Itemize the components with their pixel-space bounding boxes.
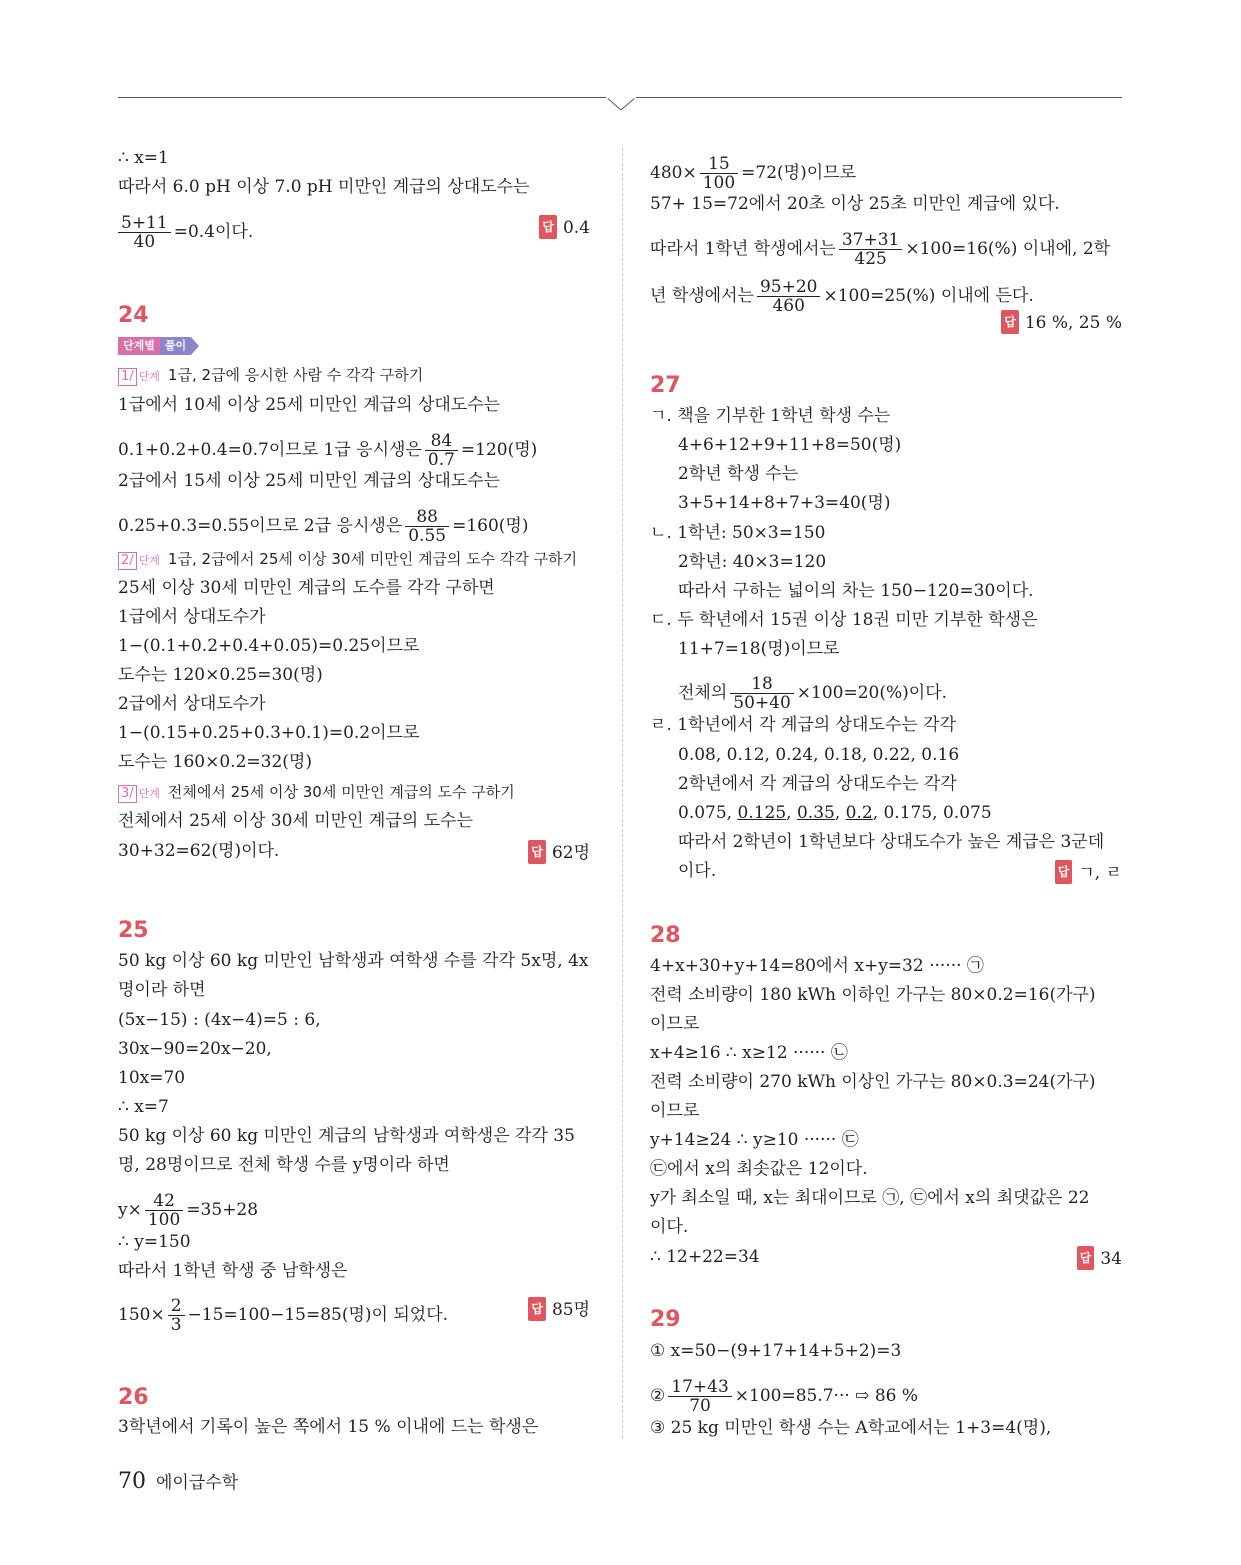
text-line: ② $\frac{17+43}{70}$ ×100=85.7··· ⇨ 86 % xyxy=(650,1377,919,1416)
step-heading: 2/ 단계 1급, 2급에서 25세 이상 30세 미만인 계급의 도수 각각 구하기 xyxy=(118,548,577,572)
text-line: 150× $\frac{2}{3}$ −15=100−15=85(명)이 되었다. xyxy=(118,1296,449,1335)
text-line: 명, 28명이므로 전체 학생 수를 y명이라 하면 xyxy=(118,1155,450,1175)
text-line: 50 kg 이상 60 kg 미만인 계급의 남학생과 여학생은 각각 35 xyxy=(118,1126,575,1146)
text-line: y+14≥24 ∴ y≥10 ······ ㉢ xyxy=(650,1130,859,1150)
fraction: $\frac{42}{100}$ xyxy=(145,1192,183,1229)
text-line: 0.25+0.3=0.55이므로 2급 응시생은 $\frac{88}{0.55}$ =160(명) xyxy=(118,507,529,546)
fraction: $\frac{37+31}{425}$ xyxy=(839,231,903,268)
text-line: 따라서 2학년이 1학년보다 상대도수가 높은 계급은 3군데 xyxy=(678,832,1105,852)
text-line: 10x=70 xyxy=(118,1068,186,1088)
page-number: 70 xyxy=(118,1469,146,1494)
problem-number: 26 xyxy=(118,1385,149,1410)
text-line: 2학년 학생 수는 xyxy=(678,464,799,484)
answer-mark: 답 85명 xyxy=(528,1297,590,1321)
problem-number: 25 xyxy=(118,918,149,943)
text-line: ∴ y=150 xyxy=(118,1232,191,1252)
text-line: 따라서 구하는 넓이의 차는 150−120=30이다. xyxy=(678,581,1034,601)
answer-mark: 답 ㄱ, ㄹ xyxy=(1055,860,1122,884)
column-divider xyxy=(622,148,623,1438)
text-line: 따라서 6.0 pH 이상 7.0 pH 미만인 계급의 상대도수는 xyxy=(118,177,530,197)
problem-number: 27 xyxy=(650,373,681,398)
text-line: 1−(0.15+0.25+0.3+0.1)=0.2이므로 xyxy=(118,723,420,743)
text-line: ① x=50−(9+17+14+5+2)=3 xyxy=(650,1341,902,1361)
fraction: $\frac{18}{50+40}$ xyxy=(730,675,794,712)
answer-mark: 답 34 xyxy=(1077,1246,1122,1270)
top-notch-decoration xyxy=(606,97,636,111)
text-line: 전력 소비량이 180 kWh 이하인 가구는 80×0.2=16(가구) xyxy=(650,985,1096,1005)
text-line: 0.075, 0.125, 0.35, 0.2, 0.175, 0.075 xyxy=(678,803,992,823)
fraction: $\frac{95+20}{460}$ xyxy=(757,278,821,315)
text-line: (5x−15) : (4x−4)=5 : 6, xyxy=(118,1010,321,1030)
text-line: 2학년에서 각 계급의 상대도수는 각각 xyxy=(678,774,957,794)
text-line: x+4≥16 ∴ x≥12 ······ ㉡ xyxy=(650,1043,848,1063)
text-line: ∴ x=1 xyxy=(118,148,169,168)
text-line: 25세 이상 30세 미만인 계급의 도수를 각각 구하면 xyxy=(118,578,495,598)
text-line: ∴ 12+22=34 xyxy=(650,1247,760,1267)
step-solution-badge: 단계별 풀이 xyxy=(118,337,199,355)
text-line: 도수는 160×0.2=32(명) xyxy=(118,752,312,772)
fraction: $\frac{17+43}{70}$ xyxy=(668,1378,732,1415)
answer-mark: 답 62명 xyxy=(528,840,590,864)
text-line: 전체의 $\frac{18}{50+40}$ ×100=20(%)이다. xyxy=(678,674,948,713)
text-line: 년 학생에서는 $\frac{95+20}{460}$ ×100=25(%) 이내에 든다. xyxy=(650,277,1034,316)
text-line: 따라서 1학년 학생에서는 $\frac{37+31}{425}$ ×100=16(%) 이내에, 2학 xyxy=(650,230,1111,269)
text-line: ③ 25 kg 미만인 학생 수는 A학교에서는 1+3=4(명), xyxy=(650,1418,1052,1438)
problem-number: 28 xyxy=(650,923,681,948)
text-line: 480× $\frac{15}{100}$ =72(명)이므로 xyxy=(650,154,856,193)
text-line: 11+7=18(명)이므로 xyxy=(678,639,840,659)
book-title: 에이급수학 xyxy=(156,1473,239,1493)
text-line: ㄷ. 두 학년에서 15권 이상 18권 미만 기부한 학생은 xyxy=(650,610,1038,630)
text-line: 57+ 15=72에서 20초 이상 25초 미만인 계급에 있다. xyxy=(650,194,1060,214)
step-heading: 3/ 단계 전체에서 25세 이상 30세 미만인 계급의 도수 구하기 xyxy=(118,781,515,805)
text-line: 4+x+30+y+14=80에서 x+y=32 ······ ㉠ xyxy=(650,956,984,976)
text-line: 0.1+0.2+0.4=0.7이므로 1급 응시생은 $\frac{84}{0.7}$ =120(명) xyxy=(118,431,538,470)
text-line: 3+5+14+8+7+3=40(명) xyxy=(678,493,891,513)
fraction: $\frac{5+11}{40}$ xyxy=(118,214,171,251)
text-line: 50 kg 이상 60 kg 미만인 남학생과 여학생 수를 각각 5x명, 4x xyxy=(118,951,589,971)
text-line: 1급에서 상대도수가 xyxy=(118,607,266,627)
text-line: 3학년에서 기록이 높은 쪽에서 15 % 이내에 드는 학생은 xyxy=(118,1417,539,1437)
answer-mark: 답 16 %, 25 % xyxy=(1001,310,1122,334)
text-line: 2학년: 40×3=120 xyxy=(678,552,827,572)
problem-number: 24 xyxy=(118,303,149,328)
answer-mark: 답 0.4 xyxy=(539,215,590,239)
fraction: $\frac{88}{0.55}$ xyxy=(405,508,449,545)
text-line: 4+6+12+9+11+8=50(명) xyxy=(678,435,902,455)
text-line: 전력 소비량이 270 kWh 이상인 가구는 80×0.3=24(가구) xyxy=(650,1072,1096,1092)
text-line: y가 최소일 때, x는 최대이므로 ㉠, ㉢에서 x의 최댓값은 22 xyxy=(650,1188,1090,1208)
fraction: $\frac{2}{3}$ xyxy=(168,1297,185,1334)
text-line: ㉢에서 x의 최솟값은 12이다. xyxy=(650,1159,868,1179)
text-line: 2급에서 15세 이상 25세 미만인 계급의 상대도수는 xyxy=(118,471,501,491)
text-line: 따라서 1학년 학생 중 남학생은 xyxy=(118,1261,348,1281)
problem-number: 29 xyxy=(650,1307,681,1332)
text-line: ㄴ. 1학년: 50×3=150 xyxy=(650,523,826,543)
text-line: 전체에서 25세 이상 30세 미만인 계급의 도수는 xyxy=(118,811,473,831)
text-line: 1−(0.1+0.2+0.4+0.05)=0.25이므로 xyxy=(118,636,420,656)
page-footer xyxy=(118,1468,238,1494)
text-line: 이므로 xyxy=(650,1101,700,1121)
text-line: 30+32=62(명)이다. xyxy=(118,841,280,861)
fraction: $\frac{84}{0.7}$ xyxy=(425,432,458,469)
text-line: 이다. xyxy=(678,861,717,881)
step-heading: 1/ 단계 1급, 2급에 응시한 사람 수 각각 구하기 xyxy=(118,364,423,388)
text-line: 도수는 120×0.25=30(명) xyxy=(118,665,323,685)
text-line: 30x−90=20x−20, xyxy=(118,1039,272,1059)
text-line: ∴ x=7 xyxy=(118,1097,169,1117)
text-line: ㄹ. 1학년에서 각 계급의 상대도수는 각각 xyxy=(650,715,956,735)
fraction: $\frac{15}{100}$ xyxy=(700,155,738,192)
text-line: 0.08, 0.12, 0.24, 0.18, 0.22, 0.16 xyxy=(678,745,960,765)
text-line: y× $\frac{42}{100}$ =35+28 xyxy=(118,1191,259,1230)
text-line: $\frac{5+11}{40}$ =0.4이다. xyxy=(118,214,590,251)
text-line: 명이라 하면 xyxy=(118,980,206,1000)
text-line: 2급에서 상대도수가 xyxy=(118,694,266,714)
text-line: 이다. xyxy=(650,1217,689,1237)
text-line: 이므로 xyxy=(650,1014,700,1034)
text-line: 1급에서 10세 이상 25세 미만인 계급의 상대도수는 xyxy=(118,395,501,415)
text-line: ㄱ. 책을 기부한 1학년 학생 수는 xyxy=(650,406,891,426)
